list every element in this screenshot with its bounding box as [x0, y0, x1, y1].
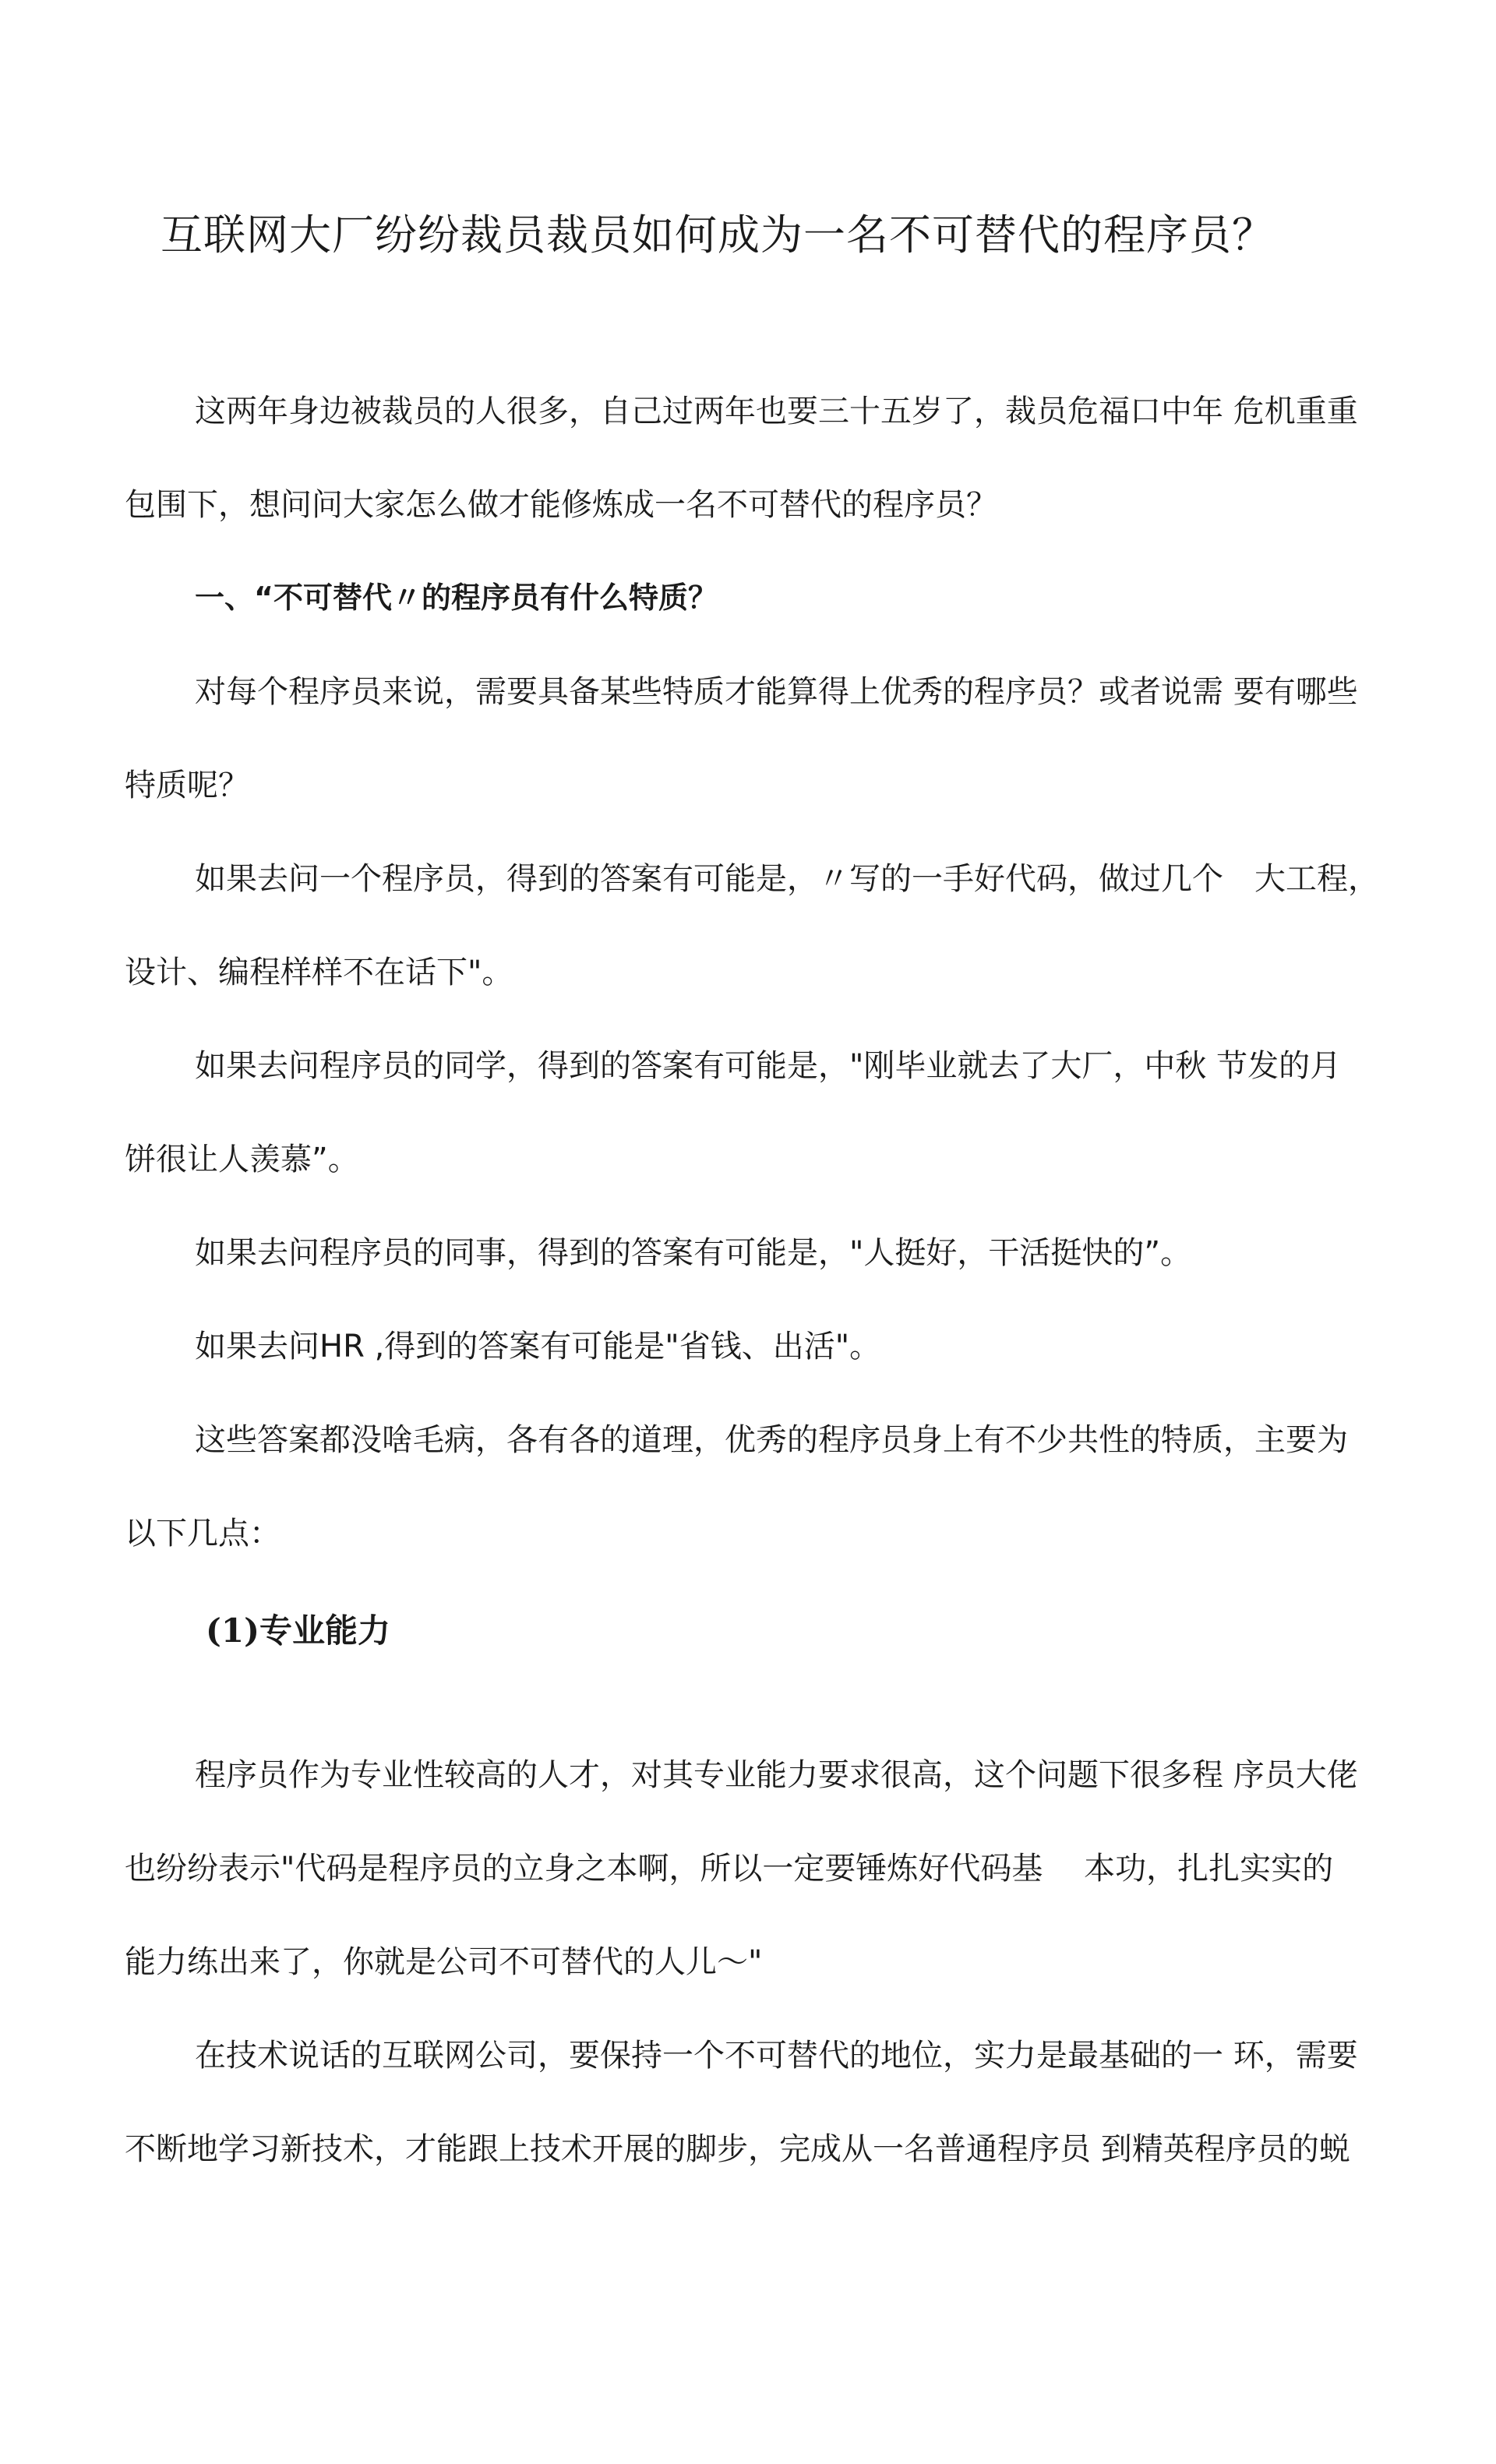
section-1-p2-line-2: 设计、编程样样不在话下"。: [125, 955, 513, 990]
section-1-p1-line-1: 对每个程序员来说，需要具备某些特质才能算得上优秀的程序员？或者说需 要有哪些: [195, 674, 1358, 710]
section-1-p6-line-2: 以下几点：: [125, 1516, 280, 1551]
subsection-1-heading: [206, 1605, 390, 1652]
section-1-p5: 如果去问HR ,得到的答案有可能是"省钱、出活"。: [195, 1329, 881, 1364]
subsection-1-label: 专业能力: [259, 1611, 390, 1650]
subsection-1-p1-line-1: 程序员作为专业性较高的人才，对其专业能力要求很高，这个问题下很多程 序员大佬: [195, 1757, 1358, 1793]
section-1-heading: 一、“不可替代〃的程序员有什么特质？: [195, 581, 718, 615]
section-1-p3-line-2: 饼很让人羡慕”。: [125, 1142, 359, 1177]
section-1-p4: 如果去问程序员的同事，得到的答案有可能是，"人挺好，干活挺快的”。: [195, 1235, 1192, 1271]
intro-line-1: 这两年身边被裁员的人很多，自己过两年也要三十五岁了，裁员危福口中年 危机重重: [195, 394, 1358, 429]
section-1-p3-line-1: 如果去问程序员的同学，得到的答案有可能是，"刚毕业就去了大厂，中秋 节发的月: [195, 1048, 1342, 1084]
document-title: 互联网大厂纷纷裁员裁员如何成为一名不可替代的程序员？: [161, 210, 1275, 259]
subsection-1-p2-line-1: 在技术说话的互联网公司，要保持一个不可替代的地位，实力是最基础的一 环，需要: [195, 2038, 1358, 2074]
section-1-p6-line-1: 这些答案都没啥毛病，各有各的道理，优秀的程序员身上有不少共性的特质，主要为: [195, 1422, 1348, 1458]
section-1-p1-line-2: 特质呢？: [125, 768, 249, 803]
subsection-1-number: (1): [206, 1611, 259, 1650]
intro-line-2: 包围下，想问问大家怎么做才能修炼成一名不可替代的程序员？: [125, 487, 997, 523]
subsection-1-p2-line-2: 不断地学习新技术，才能跟上技术开展的脚步，完成从一名普通程序员 到精英程序员的蜕: [125, 2131, 1350, 2167]
section-1-p2-line-1: 如果去问一个程序员，得到的答案有可能是，〃写的一手好代码，做过几个 大工程，: [195, 861, 1379, 897]
subsection-1-p1-line-3: 能力练出来了，你就是公司不可替代的人儿〜": [125, 1944, 763, 1980]
subsection-1-p1-line-2: 也纷纷表示"代码是程序员的立身之本啊，所以一定要锤炼好代码基 本功，扎扎实实的: [125, 1851, 1334, 1887]
